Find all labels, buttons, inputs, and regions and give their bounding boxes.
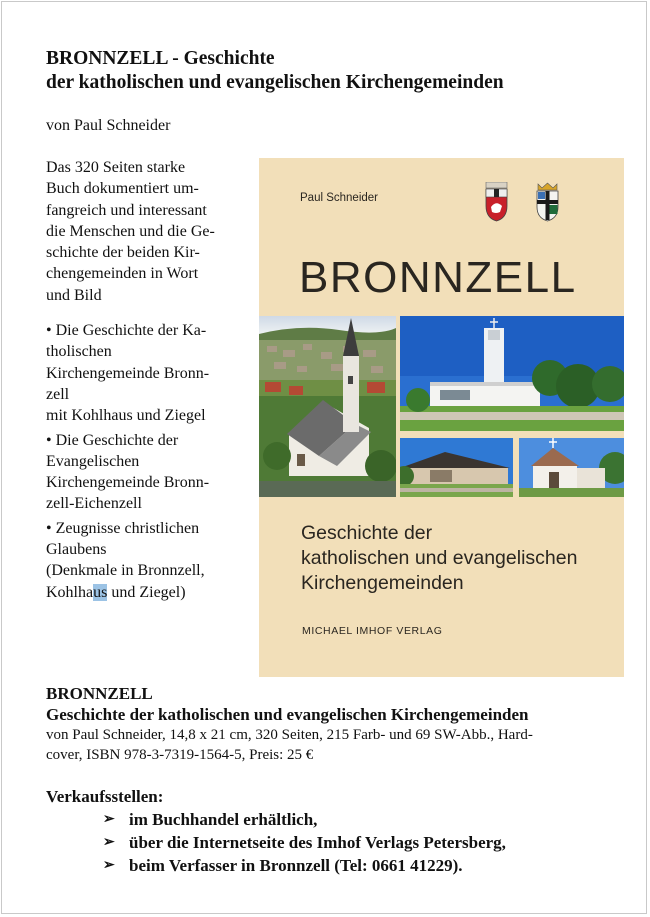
cover-photo-aerial-church xyxy=(259,316,396,497)
cover-subtitle-line: katholischen und evangelischen xyxy=(301,547,578,569)
intro-line: die Menschen und die Ge- xyxy=(46,222,215,240)
cover-subtitle xyxy=(301,521,577,596)
text-selection-highlight[interactable]: us xyxy=(93,583,108,601)
bullet-line: (Denkmale in Bronnzell, xyxy=(46,562,205,580)
intro-line: schichte der beiden Kir- xyxy=(46,244,200,262)
text-segment: und Ziegel) xyxy=(107,583,186,601)
bullet-catholic xyxy=(46,320,251,426)
description-column xyxy=(46,157,251,606)
book-info-title: BRONNZELL xyxy=(46,684,153,703)
bullet-line: • Die Geschichte der xyxy=(46,431,179,449)
list-item-text: über die Internetseite des Imhof Verlags Petersberg, xyxy=(129,833,506,852)
page-title xyxy=(46,47,504,95)
title-line-2: der katholischen und evangelischen Kirchengemeinden xyxy=(46,72,504,93)
cover-photo-modern-church xyxy=(400,316,624,431)
byline: von Paul Schneider xyxy=(46,117,171,134)
arrow-bullet-icon: ➢ xyxy=(103,858,115,873)
detail-line: von Paul Schneider, 14,8 x 21 cm, 320 Seiten, 215 Farb- und 69 SW-Abb., Hard- xyxy=(46,727,533,743)
intro-paragraph xyxy=(46,157,251,306)
cover-publisher: MICHAEL IMHOF VERLAG xyxy=(302,625,443,637)
bullet-evangelical xyxy=(46,430,251,515)
text-segment: Kohlha xyxy=(46,583,94,601)
list-item-text: im Buchhandel erhältlich, xyxy=(129,810,318,829)
cover-author: Paul Schneider xyxy=(300,192,378,204)
intro-line: und Bild xyxy=(46,286,102,304)
cover-subtitle-line: Geschichte der xyxy=(301,522,433,544)
coat-of-arms-icon xyxy=(535,182,560,222)
bullet-line: • Die Geschichte der Ka- xyxy=(46,322,207,340)
sales-outlets-list xyxy=(46,808,506,877)
arrow-bullet-icon: ➢ xyxy=(103,812,115,827)
coat-of-arms-icon xyxy=(484,182,509,222)
bullet-line: mit Kohlhaus und Ziegel xyxy=(46,407,206,425)
bullet-line: tholischen xyxy=(46,343,112,361)
bullet-testimonies xyxy=(46,518,251,603)
intro-line: Buch dokumentiert um- xyxy=(46,180,199,198)
cover-photo-church-roof xyxy=(400,438,513,497)
bullet-line: • Zeugnisse christlichen xyxy=(46,519,200,537)
cover-photo-small-church xyxy=(519,438,624,497)
list-item xyxy=(103,808,506,831)
intro-line: fangreich und interessant xyxy=(46,201,207,219)
list-item xyxy=(103,854,506,877)
intro-line: chengemeinden in Wort xyxy=(46,265,199,283)
arrow-bullet-icon: ➢ xyxy=(103,835,115,850)
book-info-detail xyxy=(46,725,616,765)
sales-outlets-heading: Verkaufsstellen: xyxy=(46,787,164,806)
bullet-line: Evangelischen xyxy=(46,452,140,470)
cover-title: BRONNZELL xyxy=(299,253,577,302)
book-cover xyxy=(259,158,624,677)
intro-line: Das 320 Seiten starke xyxy=(46,159,186,176)
bullet-line: zell-Eichenzell xyxy=(46,495,142,513)
cover-subtitle-line: Kirchengemeinden xyxy=(301,572,464,594)
list-item-text: beim Verfasser in Bronnzell (Tel: 0661 41229). xyxy=(129,856,463,875)
bullet-line xyxy=(46,584,186,601)
book-info xyxy=(46,683,616,765)
list-item xyxy=(103,831,506,854)
title-line-1: BRONNZELL - Geschichte xyxy=(46,48,275,69)
bullet-line: Kirchengemeinde Bronn- xyxy=(46,364,210,382)
bullet-line: zell xyxy=(46,385,70,403)
detail-line: cover, ISBN 978-3-7319-1564-5, Preis: 25 € xyxy=(46,747,314,763)
bullet-line: Glaubens xyxy=(46,541,107,559)
sales-outlets xyxy=(46,785,506,877)
book-info-subtitle: Geschichte der katholischen und evangelischen Kirchengemeinden xyxy=(46,705,529,724)
bullet-line: Kirchengemeinde Bronn- xyxy=(46,474,210,492)
